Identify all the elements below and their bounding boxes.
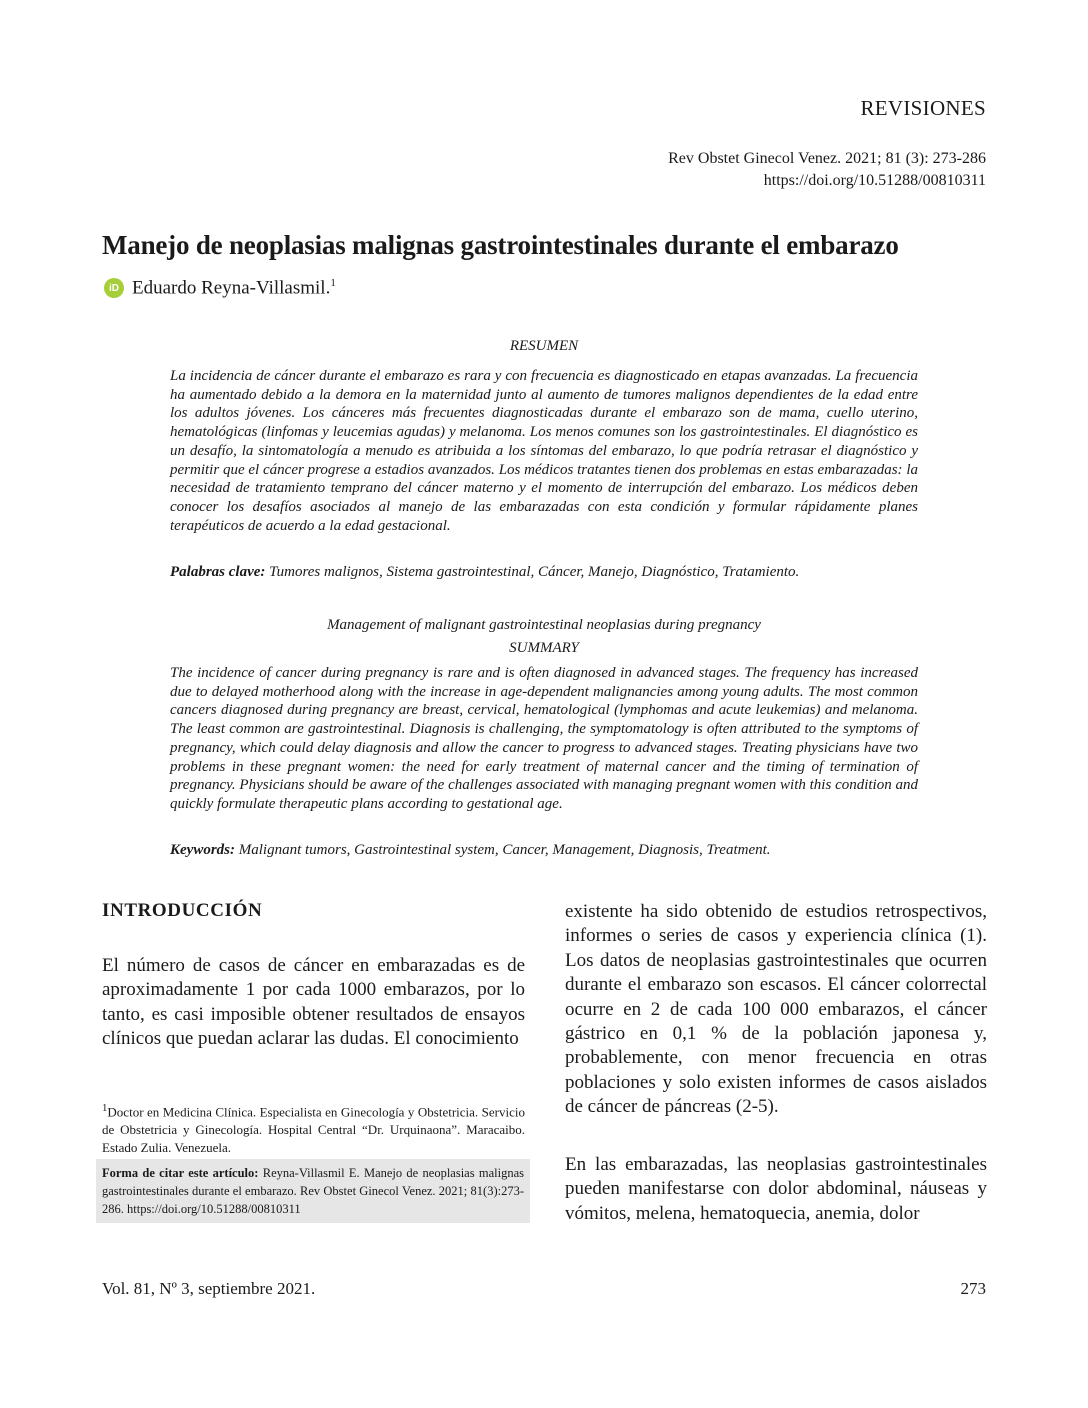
- footer-volume-info: Vol. 81, Nº 3, septiembre 2021.: [102, 1279, 316, 1298]
- journal-citation-block: [668, 148, 986, 192]
- article-title: Manejo de neoplasias malignas gastrointestinales durante el embarazo: [102, 230, 899, 260]
- author-name: Eduardo Reyna-Villasmil.: [132, 277, 331, 299]
- cite-label: Forma de citar este artículo:: [102, 1166, 259, 1180]
- intro-right-paragraph-2: En las embarazadas, las neoplasias gastrointestinales pueden manifestarse con dolor abdominal, náuseas y vómitos, melena, hematoquecia, anemia, dolor: [565, 1154, 987, 1224]
- footnote-text: Doctor en Medicina Clínica. Especialista en Ginecología y Obstetricia. Servicio de Obstetricia y Ginecología. Hospital Central “Dr. Urquinaona”. Maracaibo. Estado Zulia. Venezuela.: [102, 1104, 525, 1156]
- resumen-heading: RESUMEN: [509, 338, 579, 354]
- intro-right-paragraph-1: existente ha sido obtenido de estudios retrospectivos, informes o series de casos y experiencia clínica (1). Los datos de neoplasias gastrointestinales que ocurren durante el embarazo son escasos. El cáncer colorrectal ocurre en 2 de cada 100 000 embarazos, el cáncer gástrico en 0,1 % de la población japonesa y, probablemente, con menor frecuencia en otras poblaciones y solo existen informes de casos aislados de cáncer de páncreas (2-5).: [565, 901, 987, 1118]
- palabras-clave-label: Palabras clave:: [170, 564, 266, 580]
- summary-heading: SUMMARY: [509, 640, 579, 656]
- palabras-clave-text: Tumores malignos, Sistema gastrointestinal, Cáncer, Manejo, Diagnóstico, Tratamiento.: [269, 564, 800, 580]
- doi-link[interactable]: https://doi.org/10.51288/00810311: [763, 172, 986, 189]
- page-number: 273: [960, 1279, 986, 1298]
- summary-keywords: [170, 842, 918, 859]
- citation-box: [96, 1159, 530, 1223]
- keywords-label: Keywords:: [170, 842, 235, 858]
- cite-text: Reyna-Villasmil E. Manejo de neoplasias malignas gastrointestinales durante el embarazo. Rev Obstet Ginecol Venez. 2021; 81(3):273-286. https://doi.org/10.51288/00810311: [102, 1166, 525, 1216]
- english-title: Management of malignant gastrointestinal neoplasias during pregnancy: [327, 617, 761, 633]
- section-label: REVISIONES: [860, 96, 986, 120]
- orcid-icon[interactable]: iD: [104, 278, 124, 298]
- intro-left-paragraph: El número de casos de cáncer en embarazadas es de aproximadamente 1 por cada 1000 embarazos, por lo tanto, es casi imposible obtener resultados de ensayos clínicos que puedan aclarar las dudas. El conocimiento: [102, 955, 525, 1050]
- author-affiliation-marker: 1: [330, 277, 336, 289]
- resumen-body: La incidencia de cáncer durante el embarazo es rara y con frecuencia es diagnosticado en etapas avanzadas. La frecuencia ha aumentado debido a la demora en la maternidad junto al aumento de tumores malignos dependientes de la edad entre los adultos jóvenes. Los cánceres más frecuentes diagnosticadas durante el embarazo son de mama, cuello uterino, hematológicas (linfomas y leucemias agudas) y melanoma. Los menos comunes son los gastrointestinales. El diagnóstico es un desafío, la sintomatología a menudo es atribuida a los síntomas del embarazo, lo que podría retrasar el diagnóstico y permitir que el cáncer progrese a estadios avanzados. Los médicos tratantes tienen dos problemas en estas embarazadas: la necesidad de tratamiento temprano del cáncer materno y el momento de interrupción del embarazo. Los médicos deben conocer los desafíos asociados al manejo de las embarazadas con esta condición y formular rápidamente planes terapéuticos de acuerdo a la edad gestacional.: [170, 368, 918, 534]
- journal-citation: Rev Obstet Ginecol Venez. 2021; 81 (3): 273-286: [668, 150, 986, 167]
- summary-body: The incidence of cancer during pregnancy is rare and is often diagnosed in advanced stages. The frequency has increased due to delayed motherhood along with the increase in age-dependent malignancies among young adults. The most common cancers diagnosed during pregnancy are breast, cervical, hematological (lymphomas and acute leukemias) and melanoma. The least common are gastrointestinal. Diagnosis is challenging, the symptomatology is often attributed to the symptoms of pregnancy, which could delay diagnosis and allow the cancer to progress to advanced stages. Treating physicians have two problems in these pregnant women: the need for early treatment of maternal cancer and the timing of termination of pregnancy. Physicians should be aware of the challenges associated with managing pregnant women with this condition and quickly formulate therapeutic plans according to gestational age.: [170, 665, 918, 812]
- author-line: [104, 277, 336, 299]
- introduccion-heading: INTRODUCCIÓN: [102, 900, 263, 921]
- resumen-keywords: [170, 564, 918, 581]
- author-footnote: [102, 1099, 525, 1157]
- footnote-marker: 1: [102, 1102, 108, 1114]
- keywords-text: Malignant tumors, Gastrointestinal system, Cancer, Management, Diagnosis, Treatment.: [238, 842, 771, 858]
